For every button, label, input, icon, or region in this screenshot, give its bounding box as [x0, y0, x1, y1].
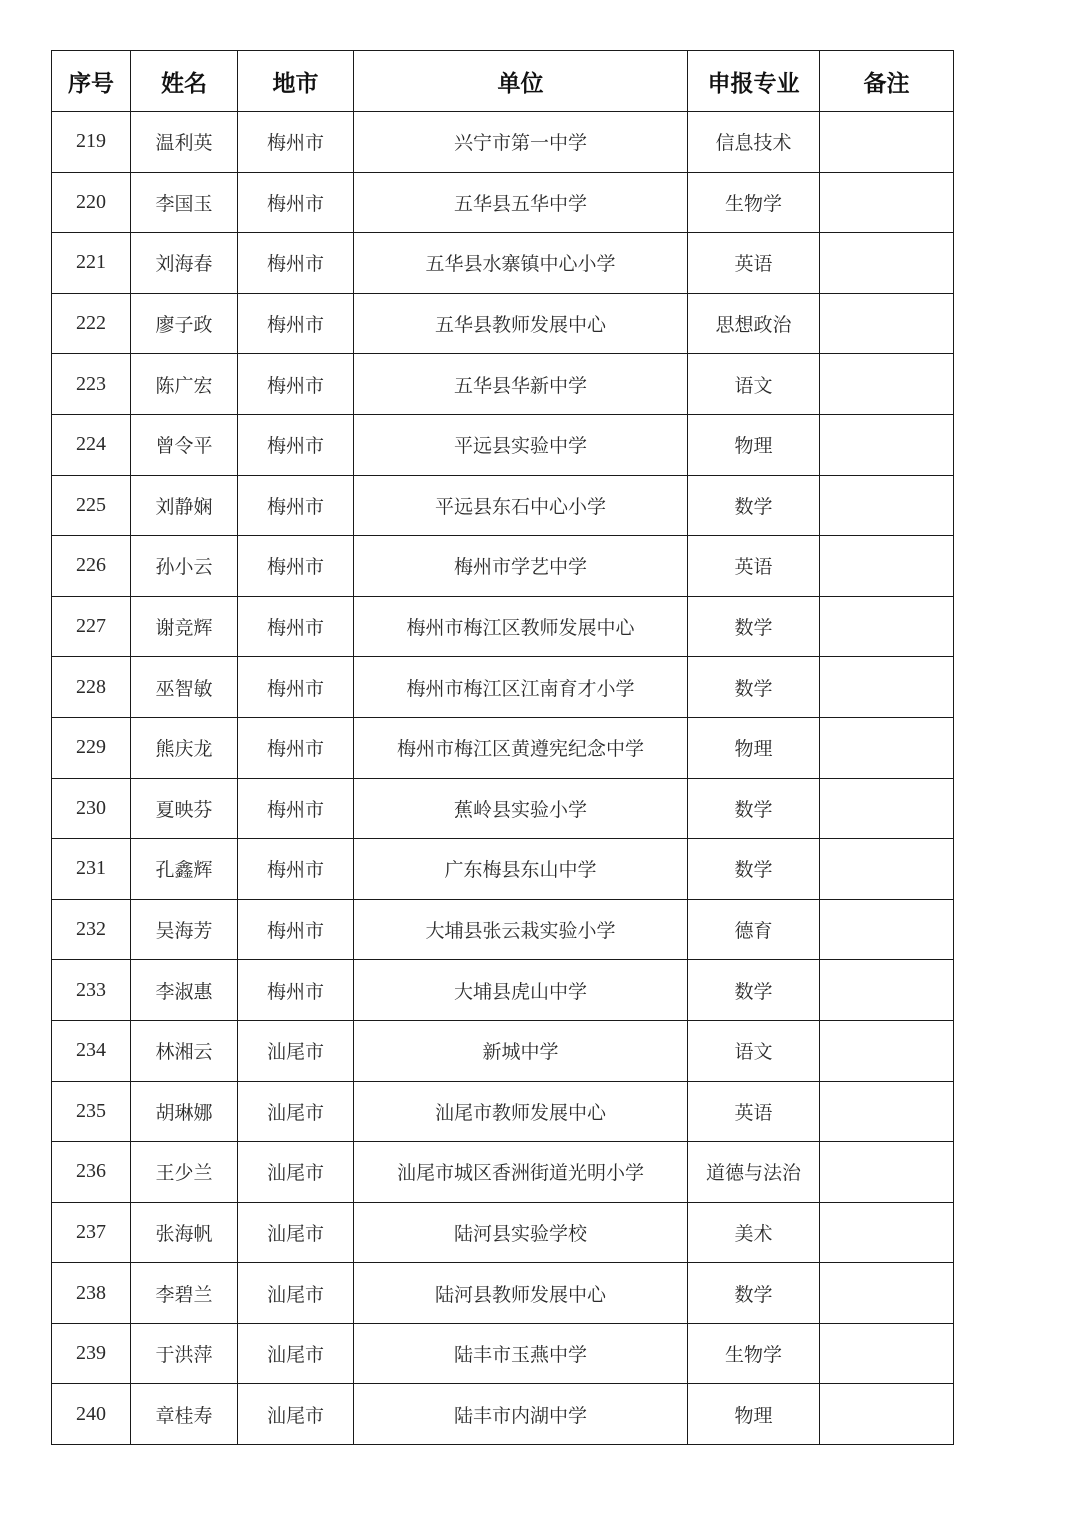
cell-city: 梅州市	[238, 717, 354, 778]
table-row	[52, 536, 954, 597]
table-row	[52, 596, 954, 657]
cell-serial: 224	[52, 414, 131, 475]
cell-major: 数学	[688, 960, 820, 1021]
cell-major: 物理	[688, 414, 820, 475]
cell-major: 英语	[688, 233, 820, 294]
cell-note	[820, 717, 954, 778]
cell-city: 梅州市	[238, 657, 354, 718]
cell-city: 梅州市	[238, 839, 354, 900]
cell-note	[820, 293, 954, 354]
cell-major: 道德与法治	[688, 1142, 820, 1203]
cell-note	[820, 1323, 954, 1384]
table-row	[52, 1323, 954, 1384]
cell-unit: 广东梅县东山中学	[354, 839, 688, 900]
cell-city: 汕尾市	[238, 1323, 354, 1384]
cell-major: 信息技术	[688, 112, 820, 173]
cell-unit: 五华县华新中学	[354, 354, 688, 415]
cell-city: 汕尾市	[238, 1081, 354, 1142]
cell-name: 李国玉	[131, 172, 238, 233]
table-row	[52, 475, 954, 536]
cell-name: 熊庆龙	[131, 717, 238, 778]
cell-name: 刘海春	[131, 233, 238, 294]
cell-name: 李淑惠	[131, 960, 238, 1021]
cell-city: 梅州市	[238, 778, 354, 839]
cell-serial: 234	[52, 1020, 131, 1081]
cell-unit: 陆河县实验学校	[354, 1202, 688, 1263]
table-row	[52, 960, 954, 1021]
cell-serial: 225	[52, 475, 131, 536]
cell-unit: 蕉岭县实验小学	[354, 778, 688, 839]
table-body	[52, 112, 954, 1445]
cell-serial: 232	[52, 899, 131, 960]
table-row	[52, 717, 954, 778]
cell-note	[820, 657, 954, 718]
cell-serial: 228	[52, 657, 131, 718]
cell-name: 李碧兰	[131, 1263, 238, 1324]
cell-name: 曾令平	[131, 414, 238, 475]
cell-major: 英语	[688, 536, 820, 597]
cell-city: 梅州市	[238, 536, 354, 597]
cell-note	[820, 112, 954, 173]
cell-note	[820, 778, 954, 839]
cell-major: 美术	[688, 1202, 820, 1263]
cell-note	[820, 414, 954, 475]
cell-city: 梅州市	[238, 899, 354, 960]
table-row	[52, 778, 954, 839]
cell-note	[820, 354, 954, 415]
cell-major: 数学	[688, 596, 820, 657]
cell-major: 物理	[688, 1384, 820, 1445]
header-major: 申报专业	[688, 51, 820, 112]
cell-unit: 梅州市学艺中学	[354, 536, 688, 597]
table-row	[52, 1263, 954, 1324]
cell-serial: 229	[52, 717, 131, 778]
cell-note	[820, 839, 954, 900]
cell-major: 数学	[688, 475, 820, 536]
cell-name: 于洪萍	[131, 1323, 238, 1384]
table-row	[52, 112, 954, 173]
cell-major: 数学	[688, 1263, 820, 1324]
cell-city: 梅州市	[238, 112, 354, 173]
cell-name: 张海帆	[131, 1202, 238, 1263]
cell-unit: 新城中学	[354, 1020, 688, 1081]
cell-unit: 汕尾市城区香洲街道光明小学	[354, 1142, 688, 1203]
cell-name: 孔鑫辉	[131, 839, 238, 900]
cell-unit: 汕尾市教师发展中心	[354, 1081, 688, 1142]
cell-note	[820, 475, 954, 536]
cell-city: 汕尾市	[238, 1142, 354, 1203]
cell-serial: 233	[52, 960, 131, 1021]
cell-name: 孙小云	[131, 536, 238, 597]
table-row	[52, 172, 954, 233]
cell-note	[820, 960, 954, 1021]
cell-serial: 227	[52, 596, 131, 657]
cell-note	[820, 233, 954, 294]
cell-city: 梅州市	[238, 172, 354, 233]
header-unit: 单位	[354, 51, 688, 112]
cell-unit: 五华县水寨镇中心小学	[354, 233, 688, 294]
cell-unit: 梅州市梅江区黄遵宪纪念中学	[354, 717, 688, 778]
cell-city: 梅州市	[238, 293, 354, 354]
cell-unit: 梅州市梅江区教师发展中心	[354, 596, 688, 657]
cell-major: 语文	[688, 354, 820, 415]
cell-name: 吴海芳	[131, 899, 238, 960]
cell-unit: 兴宁市第一中学	[354, 112, 688, 173]
cell-serial: 239	[52, 1323, 131, 1384]
table-row	[52, 354, 954, 415]
cell-serial: 240	[52, 1384, 131, 1445]
cell-name: 王少兰	[131, 1142, 238, 1203]
cell-note	[820, 1142, 954, 1203]
cell-serial: 237	[52, 1202, 131, 1263]
cell-city: 汕尾市	[238, 1263, 354, 1324]
cell-city: 梅州市	[238, 475, 354, 536]
cell-note	[820, 1384, 954, 1445]
cell-serial: 223	[52, 354, 131, 415]
table-row	[52, 1202, 954, 1263]
header-serial: 序号	[52, 51, 131, 112]
cell-note	[820, 1081, 954, 1142]
cell-serial: 231	[52, 839, 131, 900]
cell-unit: 平远县东石中心小学	[354, 475, 688, 536]
cell-name: 巫智敏	[131, 657, 238, 718]
cell-major: 生物学	[688, 1323, 820, 1384]
cell-name: 廖子政	[131, 293, 238, 354]
cell-city: 梅州市	[238, 414, 354, 475]
cell-note	[820, 172, 954, 233]
roster-table	[51, 50, 954, 1445]
cell-unit: 陆丰市内湖中学	[354, 1384, 688, 1445]
cell-unit: 五华县教师发展中心	[354, 293, 688, 354]
cell-unit: 大埔县虎山中学	[354, 960, 688, 1021]
cell-name: 夏映芬	[131, 778, 238, 839]
table-row	[52, 1081, 954, 1142]
cell-city: 梅州市	[238, 354, 354, 415]
cell-major: 数学	[688, 839, 820, 900]
cell-unit: 五华县五华中学	[354, 172, 688, 233]
cell-major: 生物学	[688, 172, 820, 233]
cell-name: 章桂寿	[131, 1384, 238, 1445]
cell-major: 数学	[688, 657, 820, 718]
cell-city: 汕尾市	[238, 1384, 354, 1445]
cell-name: 刘静娴	[131, 475, 238, 536]
cell-unit: 平远县实验中学	[354, 414, 688, 475]
table-row	[52, 839, 954, 900]
cell-major: 语文	[688, 1020, 820, 1081]
cell-note	[820, 1202, 954, 1263]
cell-city: 梅州市	[238, 596, 354, 657]
cell-unit: 陆河县教师发展中心	[354, 1263, 688, 1324]
cell-major: 思想政治	[688, 293, 820, 354]
table-row	[52, 1020, 954, 1081]
cell-serial: 226	[52, 536, 131, 597]
header-city: 地市	[238, 51, 354, 112]
table-row	[52, 1384, 954, 1445]
table-row	[52, 233, 954, 294]
cell-name: 胡琳娜	[131, 1081, 238, 1142]
cell-unit: 陆丰市玉燕中学	[354, 1323, 688, 1384]
cell-unit: 梅州市梅江区江南育才小学	[354, 657, 688, 718]
cell-serial: 236	[52, 1142, 131, 1203]
cell-major: 数学	[688, 778, 820, 839]
table-row	[52, 657, 954, 718]
cell-note	[820, 536, 954, 597]
cell-note	[820, 899, 954, 960]
table-row	[52, 1142, 954, 1203]
header-note: 备注	[820, 51, 954, 112]
cell-name: 林湘云	[131, 1020, 238, 1081]
cell-serial: 220	[52, 172, 131, 233]
cell-note	[820, 1263, 954, 1324]
cell-serial: 221	[52, 233, 131, 294]
header-row	[52, 51, 954, 112]
cell-major: 物理	[688, 717, 820, 778]
cell-city: 梅州市	[238, 233, 354, 294]
cell-city: 汕尾市	[238, 1020, 354, 1081]
table-row	[52, 414, 954, 475]
cell-name: 温利英	[131, 112, 238, 173]
cell-note	[820, 1020, 954, 1081]
cell-serial: 238	[52, 1263, 131, 1324]
cell-serial: 219	[52, 112, 131, 173]
table-row	[52, 899, 954, 960]
cell-note	[820, 596, 954, 657]
table-row	[52, 293, 954, 354]
cell-unit: 大埔县张云栽实验小学	[354, 899, 688, 960]
header-name: 姓名	[131, 51, 238, 112]
cell-city: 汕尾市	[238, 1202, 354, 1263]
cell-city: 梅州市	[238, 960, 354, 1021]
cell-serial: 230	[52, 778, 131, 839]
cell-serial: 235	[52, 1081, 131, 1142]
cell-major: 英语	[688, 1081, 820, 1142]
cell-serial: 222	[52, 293, 131, 354]
cell-name: 谢竞辉	[131, 596, 238, 657]
cell-name: 陈广宏	[131, 354, 238, 415]
cell-major: 德育	[688, 899, 820, 960]
